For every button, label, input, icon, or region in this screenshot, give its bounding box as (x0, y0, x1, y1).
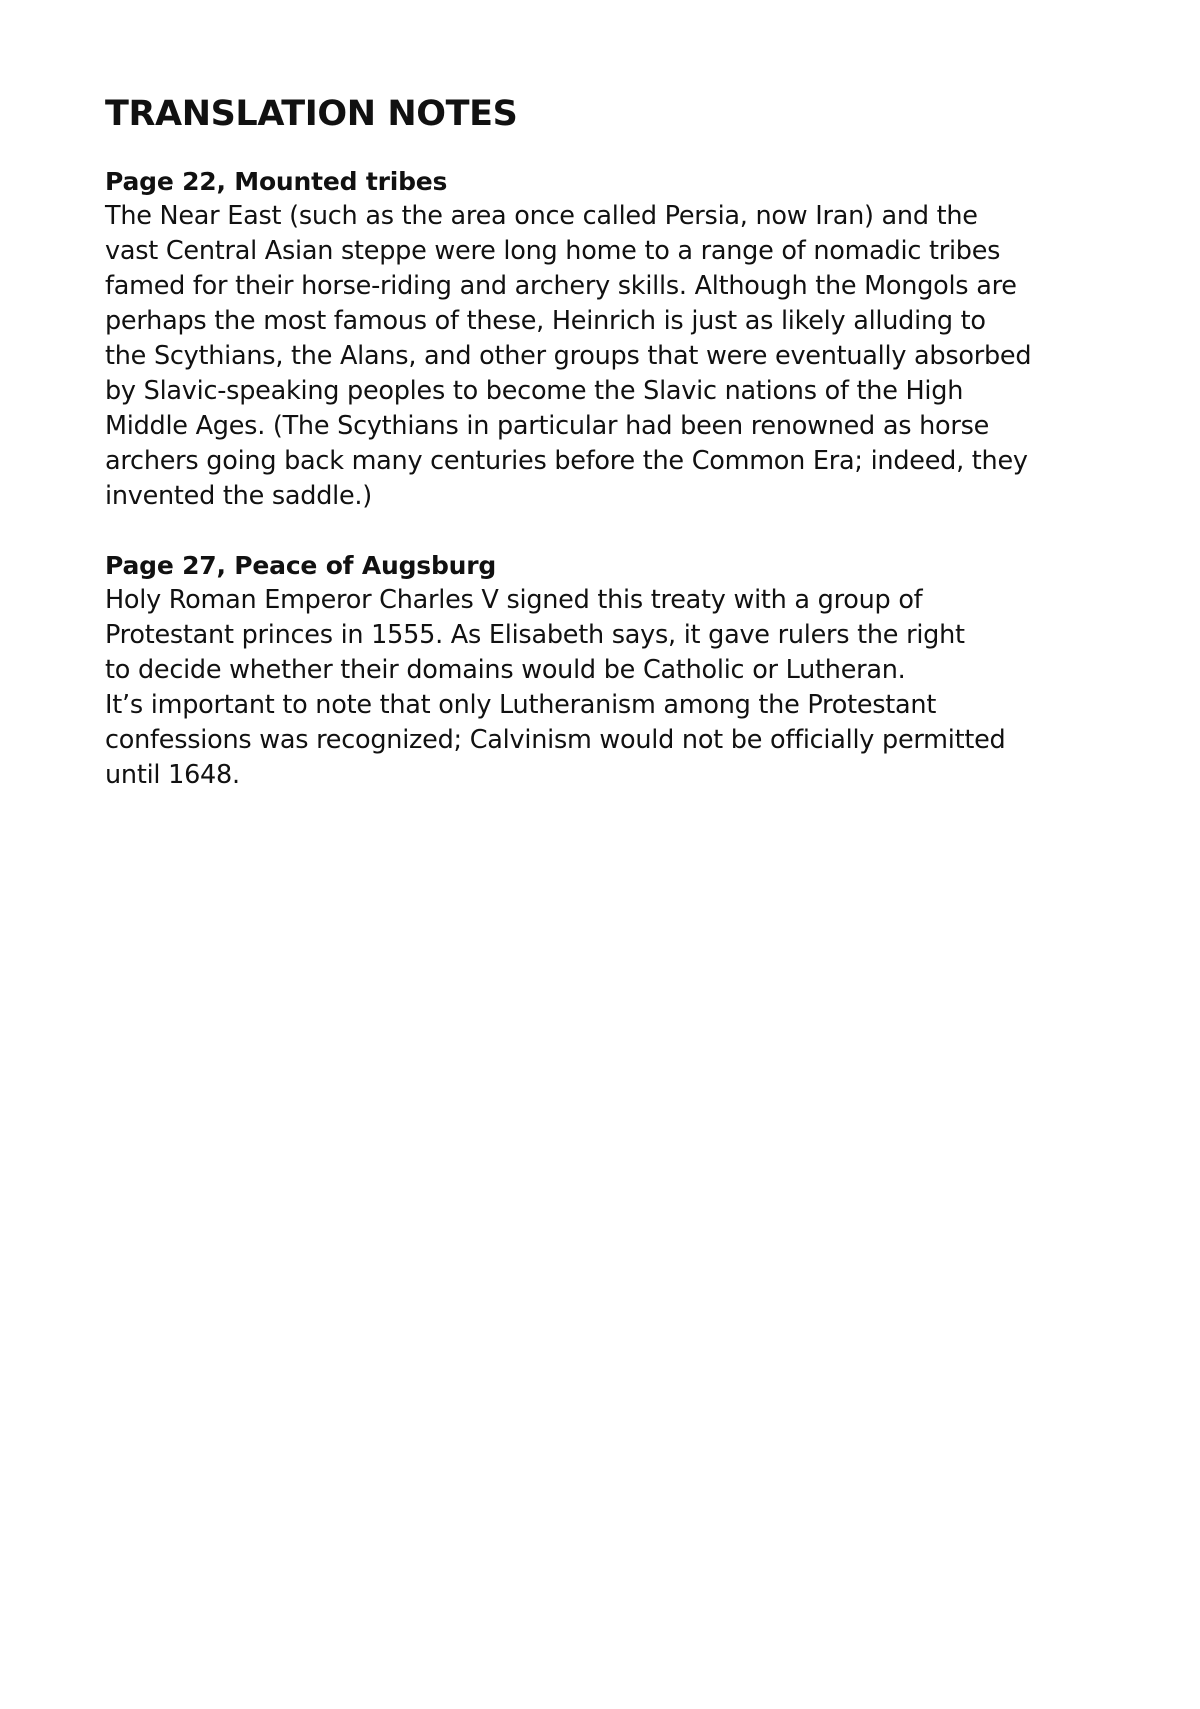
note-line: perhaps the most famous of these, Heinrich is just as likely alluding to (105, 306, 986, 336)
note-line: It’s important to note that only Lutheranism among the Protestant (105, 690, 937, 720)
note-line: until 1648. (105, 760, 240, 790)
page-content (105, 92, 1115, 827)
note-line: Holy Roman Emperor Charles V signed this treaty with a group of (105, 585, 923, 615)
note-line: to decide whether their domains would be Catholic or Lutheran. (105, 655, 906, 685)
note-line: Middle Ages. (The Scythians in particular had been renowned as horse (105, 411, 990, 441)
note-line: archers going back many centuries before the Common Era; indeed, they (105, 446, 1028, 476)
note-peace-of-augsburg (105, 548, 1115, 793)
note-mounted-tribes (105, 164, 1115, 514)
note-line: vast Central Asian steppe were long home to a range of nomadic tribes (105, 236, 1001, 266)
note-body (105, 583, 1115, 793)
note-line: The Near East (such as the area once called Persia, now Iran) and the (105, 201, 978, 231)
note-line: the Scythians, the Alans, and other groups that were eventually absorbed (105, 341, 1032, 371)
page-title: TRANSLATION NOTES (105, 94, 518, 134)
note-line: invented the saddle.) (105, 481, 372, 511)
note-body (105, 199, 1115, 514)
note-heading: Page 22, Mounted tribes (105, 167, 448, 196)
note-line: famed for their horse-riding and archery skills. Although the Mongols are (105, 271, 1017, 301)
note-heading: Page 27, Peace of Augsburg (105, 551, 497, 580)
note-line: confessions was recognized; Calvinism would not be officially permitted (105, 725, 1006, 755)
note-line: Protestant princes in 1555. As Elisabeth says, it gave rulers the right (105, 620, 965, 650)
note-line: by Slavic-speaking peoples to become the Slavic nations of the High (105, 376, 964, 406)
